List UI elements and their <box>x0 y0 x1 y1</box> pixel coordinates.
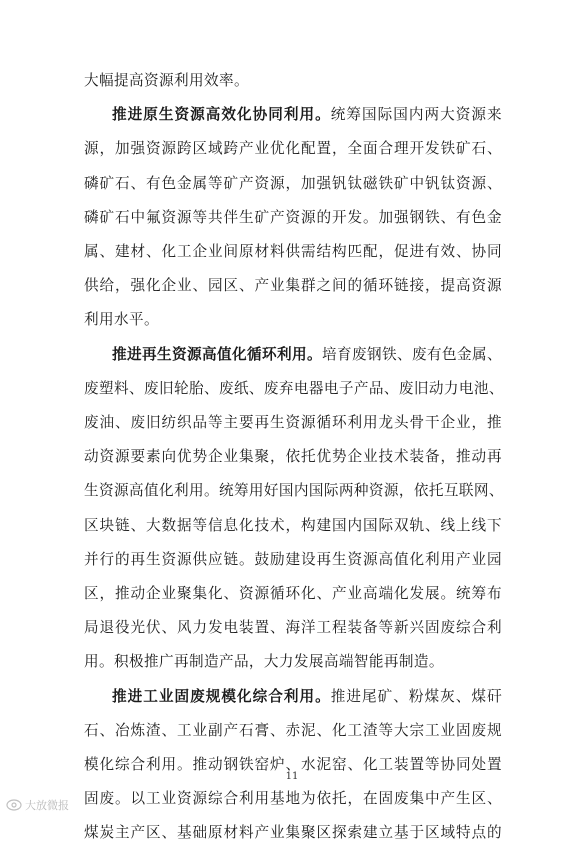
text-segment: 统筹国际国内两大资源来 <box>330 106 502 124</box>
text-line <box>84 235 502 269</box>
text-segment: 用。积极推广再制造产品，大力发展高端智能再制造。 <box>84 653 444 671</box>
text-segment: 煤炭主产区、基础原材料产业集聚区探索建立基于区域特点的 <box>84 824 502 842</box>
watermark <box>6 797 69 813</box>
text-line <box>84 269 502 303</box>
text-segment: 局退役光伏、风力发电装置、海洋工程装备等新兴固废综合利 <box>84 619 502 637</box>
text-segment: 推进尾矿、粉煤灰、煤矸 <box>330 687 502 705</box>
text-line <box>84 782 502 816</box>
text-segment: 并行的再生资源供应链。鼓励建设再生资源高值化利用产业园 <box>84 550 502 568</box>
page-number: 11 <box>285 771 299 782</box>
text-line <box>84 440 502 474</box>
text-segment: 废塑料、废旧轮胎、废纸、废弃电器电子产品、废旧动力电池、 <box>84 379 504 397</box>
text-segment: 废油、废旧纺织品等主要再生资源循环利用龙头骨干企业，推 <box>84 414 502 431</box>
text-segment: 源，加强资源跨区域跨产业优化配置，全面合理开发铁矿石、 <box>84 140 502 158</box>
text-segment: 供给，强化企业、园区、产业集群之间的循环链接，提高资源 <box>84 277 502 295</box>
paragraph-heading: 推进原生资源高效化协同利用。 <box>112 106 331 124</box>
text-line <box>84 714 502 748</box>
text-line <box>84 509 502 543</box>
text-segment: 模化综合利用。推动钢铁窑炉、水泥窑、化工装置等协同处置 <box>84 756 502 773</box>
text-segment: 动资源要素向优势企业集聚，依托优势企业技术装备，推动再 <box>84 448 502 466</box>
text-line <box>84 167 502 201</box>
paragraph-heading: 推进再生资源高值化循环利用。 <box>112 345 322 363</box>
text-line <box>112 338 502 372</box>
text-line <box>84 201 502 235</box>
camera-logo-icon <box>6 799 22 811</box>
text-segment: 利用水平。 <box>84 311 159 329</box>
text-line <box>84 611 502 645</box>
text-line <box>84 303 502 337</box>
text-segment: 石、冶炼渣、工业副产石膏、赤泥、化工渣等大宗工业固废规 <box>84 721 502 739</box>
text-segment: 属、建材、化工企业间原材料供需结构匹配，促进有效、协同 <box>84 243 502 260</box>
text-line <box>84 645 502 679</box>
text-line <box>112 98 502 132</box>
text-segment: 磷矿石中氟资源等共伴生矿产资源的开发。加强钢铁、有色金 <box>84 208 502 226</box>
text-segment: 区块链、大数据等信息化技术，构建国内国际双轨、线上线下 <box>84 516 502 534</box>
text-line <box>84 816 502 850</box>
watermark-text: 大放微报 <box>25 799 69 812</box>
text-segment: 固废。以工业资源综合利用基地为依托，在固废集中产生区、 <box>84 790 502 808</box>
text-segment: 区，推动企业聚集化、资源循环化、产业高端化发展。统筹布 <box>84 585 502 602</box>
text-line <box>84 132 502 166</box>
paragraph-heading: 推进工业固废规模化综合利用。 <box>112 687 331 705</box>
text-line <box>84 372 502 406</box>
text-line <box>84 474 502 508</box>
text-line <box>112 680 502 714</box>
text-segment: 培育废钢铁、废有色金属、 <box>322 345 502 363</box>
text-segment: 生资源高值化利用。统筹用好国内国际两种资源，依托互联网、 <box>84 482 504 500</box>
text-line <box>84 64 502 98</box>
text-segment: 磷矿石、有色金属等矿产资源，加强钒钛磁铁矿中钒钛资源、 <box>84 174 502 192</box>
text-line <box>84 577 502 611</box>
text-line <box>84 543 502 577</box>
text-segment: 大幅提高资源利用效率。 <box>84 72 249 89</box>
text-line <box>84 406 502 440</box>
